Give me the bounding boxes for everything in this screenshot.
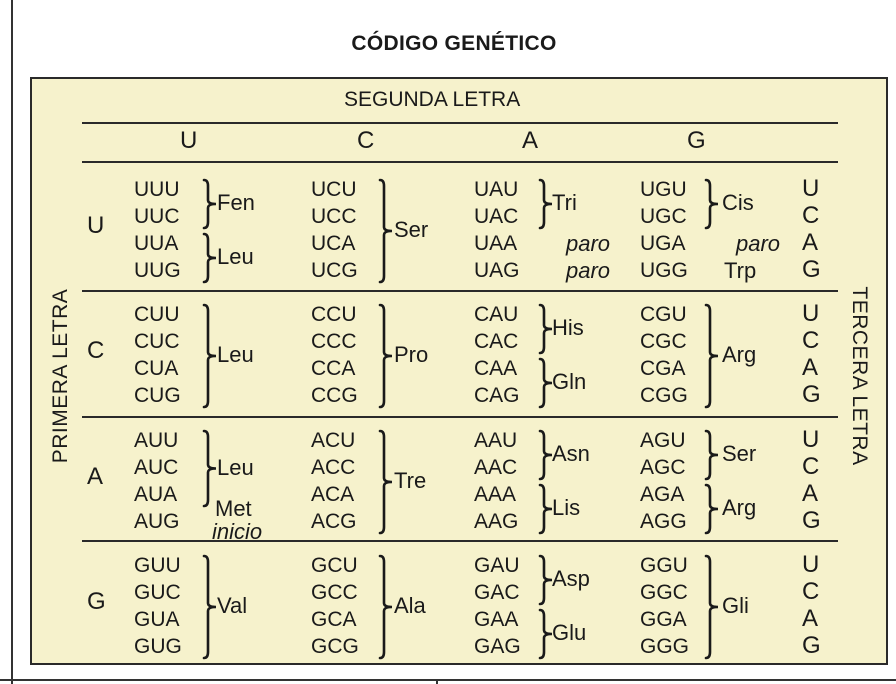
codon-UGG: UGG <box>640 259 688 282</box>
codon-AAG: AAG <box>474 510 519 533</box>
codon-CUU: CUU <box>134 303 180 326</box>
amino-tri: Tri <box>552 190 577 215</box>
third-letter-C: C <box>802 327 820 354</box>
codon-CGG: CGG <box>640 384 688 407</box>
column-header-U: U <box>180 127 198 154</box>
amino-leu: Leu <box>217 244 254 269</box>
brace-A1-0 <box>379 430 393 534</box>
codon-GUA: GUA <box>134 608 180 631</box>
codon-AGA: AGA <box>640 483 685 506</box>
third-letter-C: C <box>802 202 820 229</box>
row-letter-A: A <box>87 463 104 490</box>
codon-UGA: UGA <box>640 232 686 255</box>
codon-GUU: GUU <box>134 554 181 577</box>
codon-CGA: CGA <box>640 357 686 380</box>
brace-C2-1 <box>539 358 553 408</box>
brace-A2-1 <box>539 484 553 534</box>
codon-UAG: UAG <box>474 259 520 282</box>
amino-lis: Lis <box>552 495 581 520</box>
amino-ala: Ala <box>394 593 426 618</box>
codon-CGU: CGU <box>640 303 687 326</box>
codon-GUC: GUC <box>134 581 181 604</box>
page-edge-bottom <box>0 679 896 681</box>
third-letter-U: U <box>802 426 820 453</box>
third-letter-A: A <box>802 605 819 632</box>
codon-CUC: CUC <box>134 330 180 353</box>
codon-ACA: ACA <box>311 483 355 506</box>
amino-leu: Leu <box>217 454 254 480</box>
brace-U3-0 <box>705 179 719 229</box>
amino-ser: Ser <box>722 441 757 466</box>
codon-AGU: AGU <box>640 429 686 452</box>
codon-GCC: GCC <box>311 581 358 604</box>
codon-GAA: GAA <box>474 608 519 631</box>
codon-CCU: CCU <box>311 303 357 326</box>
third-letter-G: G <box>802 632 821 659</box>
row-letter-U: U <box>87 212 105 239</box>
codon-GUG: GUG <box>134 635 182 658</box>
codon-UUC: UUC <box>134 205 180 228</box>
codon-CCC: CCC <box>311 330 357 353</box>
second-letter-label: SEGUNDA LETRA <box>344 88 521 111</box>
codon-GCG: GCG <box>311 635 359 658</box>
amino-pro: Pro <box>394 342 429 367</box>
codon-UAA: UAA <box>474 232 518 255</box>
amino-gln: Gln <box>552 369 587 394</box>
amino-inicio: inicio <box>212 519 263 544</box>
rule-between-row-u-c <box>82 290 838 292</box>
first-letter-label: PRIMERA LETRA <box>49 288 72 464</box>
codon-UCU: UCU <box>311 178 357 201</box>
brace-U0-1 <box>203 233 217 283</box>
third-letter-U: U <box>802 551 820 578</box>
codon-UUA: UUA <box>134 232 179 255</box>
rule-between-row-a-g <box>82 540 838 542</box>
row-letter-G: G <box>87 588 106 615</box>
column-header-A: A <box>522 127 539 154</box>
brace-G2-1 <box>539 609 553 659</box>
brace-G3-0 <box>705 555 719 659</box>
codon-GAU: GAU <box>474 554 520 577</box>
third-letter-G: G <box>802 256 821 283</box>
brace-G0-0 <box>203 555 217 659</box>
codon-AAA: AAA <box>474 483 517 506</box>
brace-G1-0 <box>379 555 393 659</box>
third-letter-C: C <box>802 578 820 605</box>
genetic-code-table <box>30 77 888 665</box>
codon-AGG: AGG <box>640 510 687 533</box>
codon-CAC: CAC <box>474 330 519 353</box>
codon-CCA: CCA <box>311 357 356 380</box>
codon-GGA: GGA <box>640 608 687 631</box>
rule-under-column-headers <box>82 161 838 163</box>
codon-UGU: UGU <box>640 178 687 201</box>
row-letter-C: C <box>87 337 105 364</box>
amino-asn: Asn <box>552 441 590 466</box>
codon-UUG: UUG <box>134 259 181 282</box>
amino-glu: Glu <box>552 620 587 645</box>
brace-A3-0 <box>705 430 719 480</box>
amino-met: Met <box>215 496 252 521</box>
codon-AUA: AUA <box>134 483 178 506</box>
third-letter-C: C <box>802 453 820 480</box>
amino-paro: paro <box>566 230 611 256</box>
third-letter-A: A <box>802 229 819 256</box>
codon-AAC: AAC <box>474 456 518 479</box>
brace-U1-0 <box>379 179 393 283</box>
third-letter-G: G <box>802 507 821 534</box>
codon-CUG: CUG <box>134 384 181 407</box>
page-edge-left <box>11 0 13 684</box>
column-header-G: G <box>687 127 706 154</box>
codon-ACU: ACU <box>311 429 356 452</box>
codon-GCA: GCA <box>311 608 357 631</box>
amino-arg: Arg <box>722 342 757 367</box>
third-letter-A: A <box>802 354 819 381</box>
codon-CGC: CGC <box>640 330 687 353</box>
brace-G2-0 <box>539 555 553 605</box>
brace-C0-0 <box>203 304 217 408</box>
codon-GAC: GAC <box>474 581 520 604</box>
brace-A2-0 <box>539 430 553 480</box>
third-letter-U: U <box>802 175 820 202</box>
brace-U2-0 <box>539 179 553 229</box>
amino-asp: Asp <box>552 566 590 591</box>
page-edge-tick <box>436 679 438 684</box>
amino-paro: paro <box>736 230 781 256</box>
codon-CAG: CAG <box>474 384 520 407</box>
amino-tre: Tre <box>394 468 427 493</box>
amino-gli: Gli <box>722 593 749 618</box>
codon-GGG: GGG <box>640 635 690 658</box>
third-letter-label: TERCERA LETRA <box>848 286 871 466</box>
codon-CAA: CAA <box>474 357 518 380</box>
codon-UUU: UUU <box>134 178 180 201</box>
codon-GCU: GCU <box>311 554 358 577</box>
brace-C2-0 <box>539 304 553 354</box>
column-header-C: C <box>357 127 375 154</box>
codon-GAG: GAG <box>474 635 521 658</box>
page-title: CÓDIGO GENÉTICO <box>351 32 557 55</box>
codon-UCA: UCA <box>311 232 356 255</box>
amino-ser: Ser <box>394 217 429 242</box>
rule-under-second-letter <box>82 122 838 124</box>
rule-between-row-c-a <box>82 416 838 418</box>
amino-trp: Trp <box>724 257 757 283</box>
codon-UAU: UAU <box>474 178 519 201</box>
codon-UCC: UCC <box>311 205 357 228</box>
codon-CCG: CCG <box>311 384 358 407</box>
third-letter-G: G <box>802 381 821 408</box>
codon-CAU: CAU <box>474 303 519 326</box>
codon-AGC: AGC <box>640 456 686 479</box>
codon-GGC: GGC <box>640 581 688 604</box>
codon-AUG: AUG <box>134 510 180 533</box>
codon-CUA: CUA <box>134 357 179 380</box>
amino-arg: Arg <box>722 495 757 520</box>
codon-UCG: UCG <box>311 259 358 282</box>
amino-val: Val <box>217 593 248 618</box>
codon-ACC: ACC <box>311 456 356 479</box>
codon-AUC: AUC <box>134 456 179 479</box>
third-letter-U: U <box>802 300 820 327</box>
codon-UGC: UGC <box>640 205 687 228</box>
codon-UAC: UAC <box>474 205 519 228</box>
brace-U0-0 <box>203 179 217 229</box>
brace-A3-1 <box>705 484 719 534</box>
amino-paro: paro <box>566 257 611 283</box>
codon-GGU: GGU <box>640 554 688 577</box>
third-letter-A: A <box>802 480 819 507</box>
codon-AAU: AAU <box>474 429 518 452</box>
amino-his: His <box>552 315 584 340</box>
amino-leu: Leu <box>217 342 254 367</box>
brace-C3-0 <box>705 304 719 408</box>
codon-ACG: ACG <box>311 510 357 533</box>
amino-cis: Cis <box>722 190 754 215</box>
amino-fen: Fen <box>217 190 255 215</box>
brace-C1-0 <box>379 304 393 408</box>
codon-AUU: AUU <box>134 429 179 452</box>
